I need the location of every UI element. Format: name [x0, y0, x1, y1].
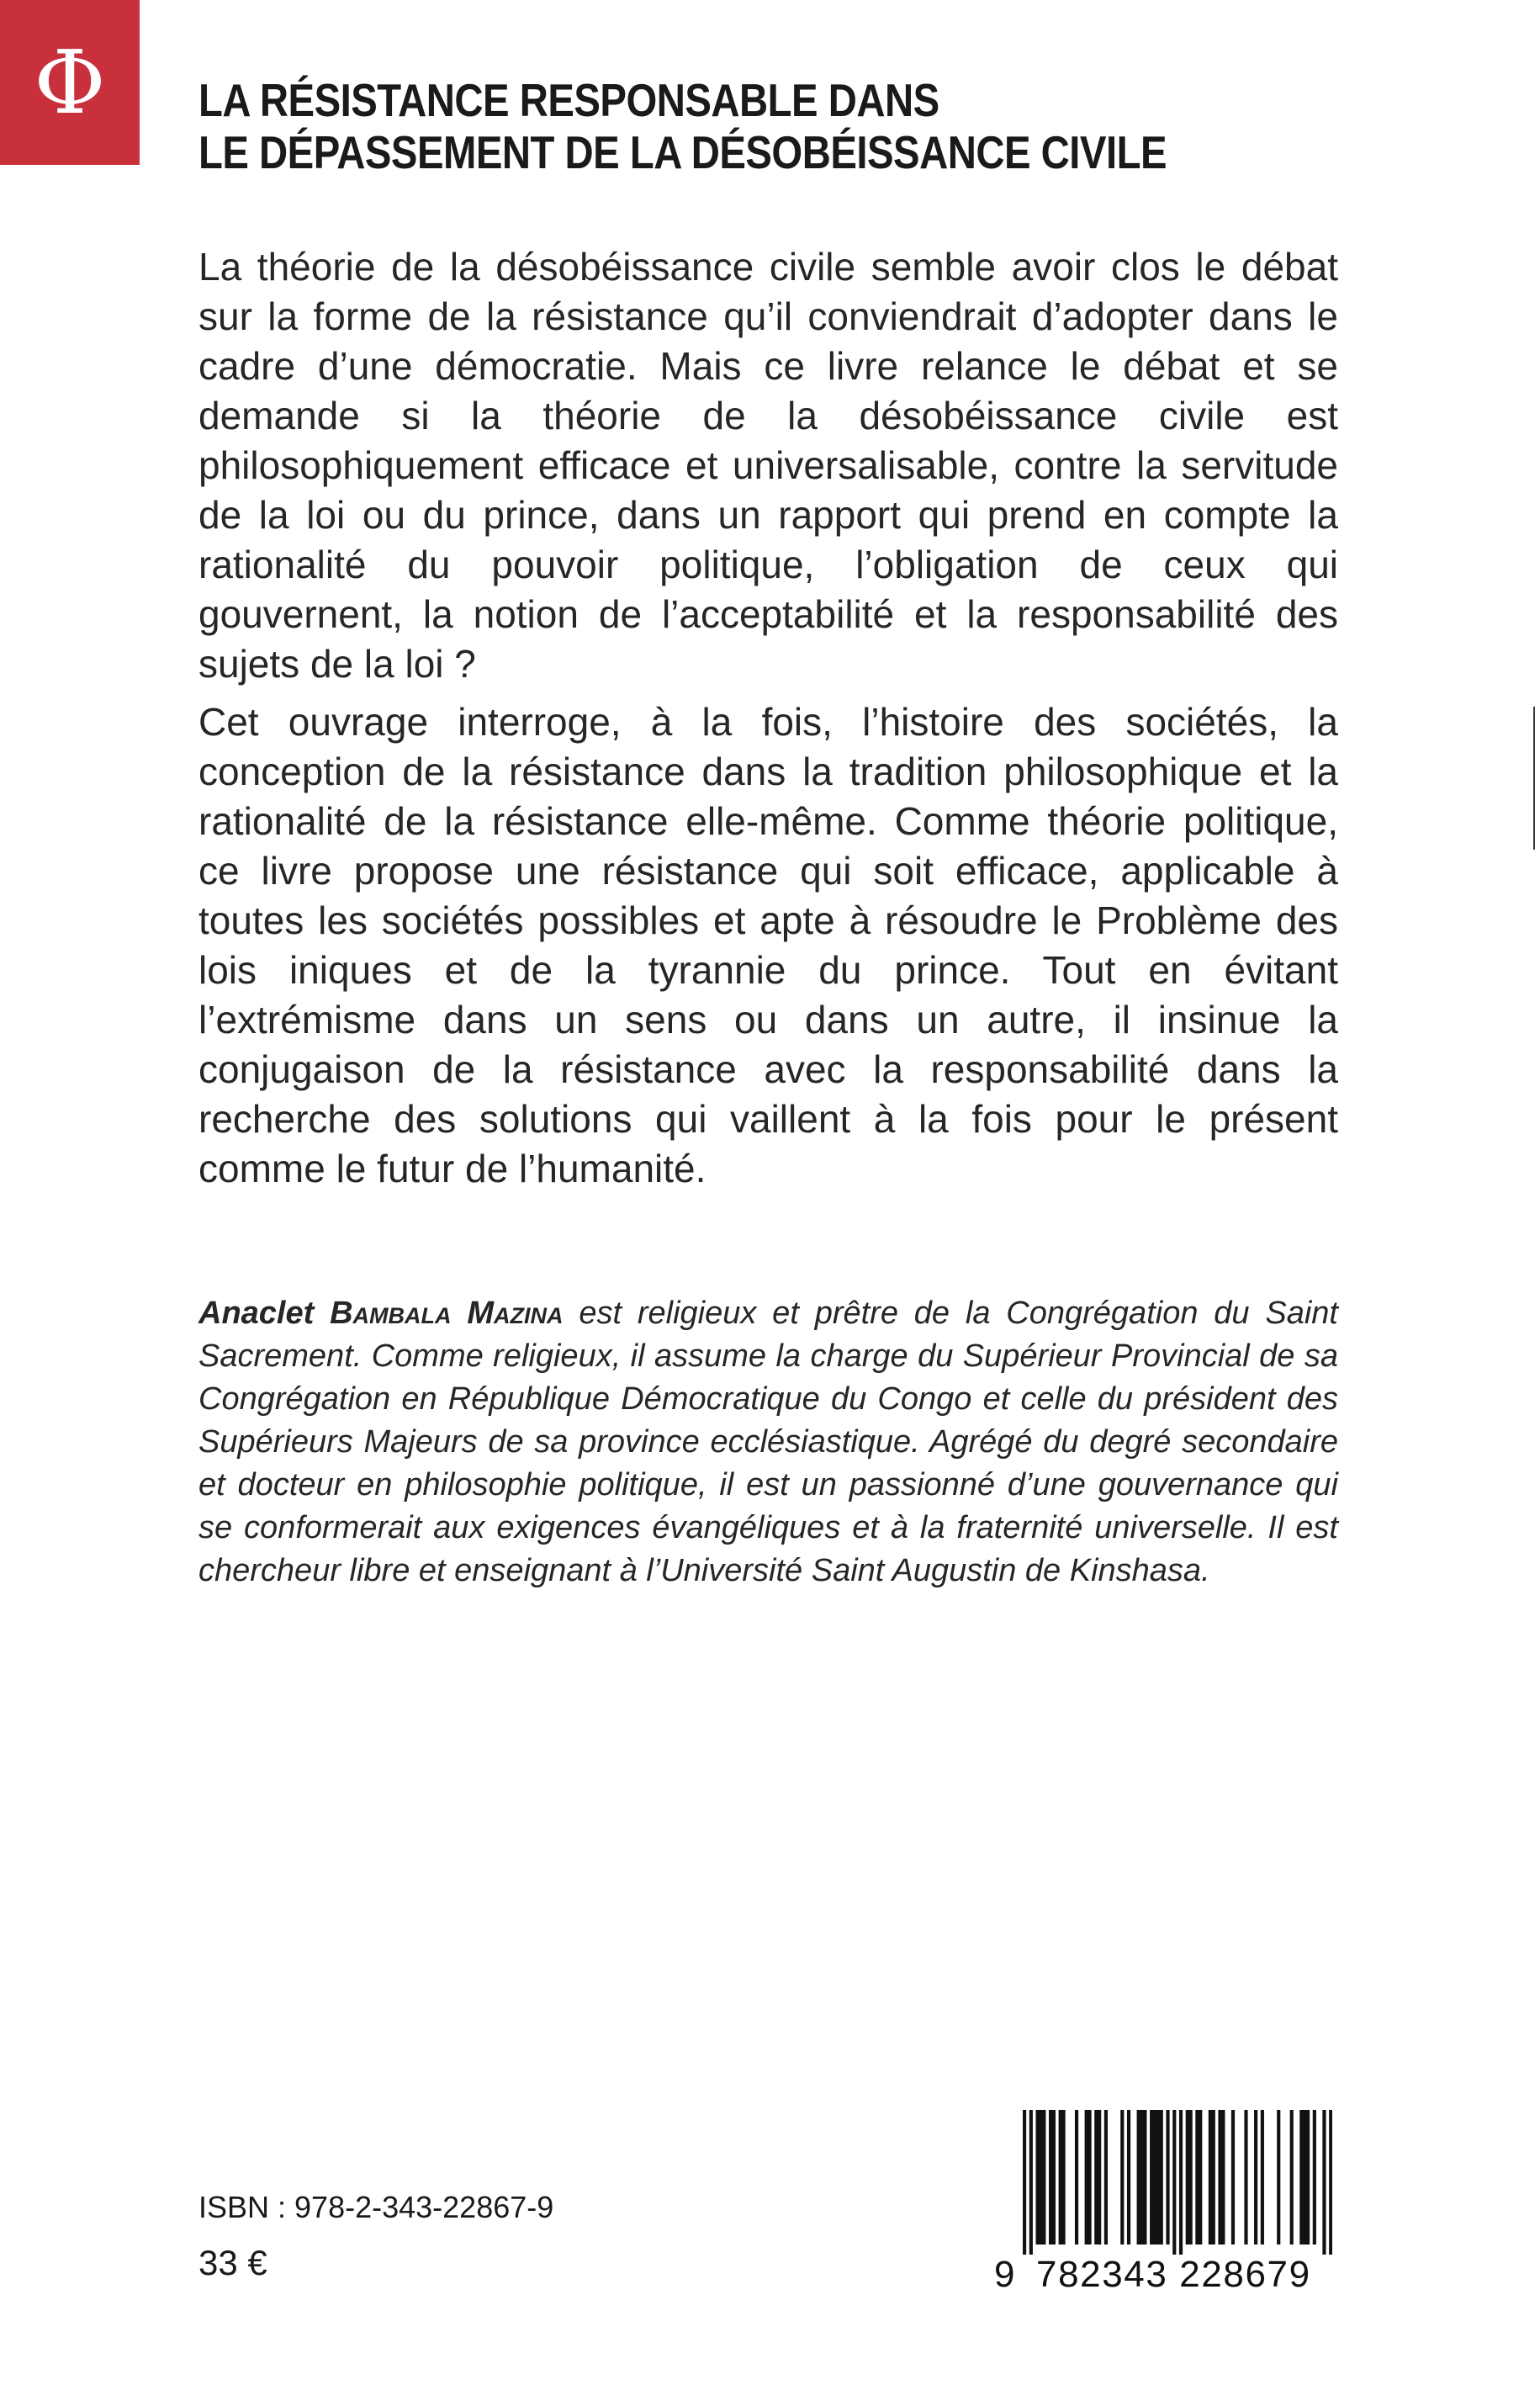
barcode-bar: [1189, 2110, 1193, 2245]
barcode-bar: [1156, 2110, 1160, 2245]
barcode-bar: [1094, 2110, 1098, 2245]
barcode-bar: [1075, 2110, 1078, 2245]
barcode-bar: [1231, 2110, 1235, 2245]
barcode-bar: [1120, 2110, 1124, 2245]
barcode-bar: [1261, 2110, 1264, 2245]
barcode-bar: [1254, 2110, 1257, 2245]
barcode-bar: [1329, 2110, 1332, 2255]
barcode-bar: [1029, 2110, 1033, 2255]
author-bio-text: est religieux et prêtre de la Congrégation du Saint Sacrement. Comme religieux, il assume la charge du Supérieur Provincial de sa Congrégation en République Démocratique du Congo et celle du président des Supérieurs Majeurs de sa province ecclésiastique. Agrégé du degré secondaire et docteur en philosophie politique, il est un passionné d’une gouvernance qui se conformerait aux exigences évangéliques et à la fraternité universelle. Il est chercheur libre et enseignant à l’Université Saint Augustin de Kinshasa.: [198, 1296, 1338, 1588]
barcode-bar: [1061, 2110, 1065, 2245]
barcode-bar: [1209, 2110, 1212, 2245]
barcode-bar: [1322, 2110, 1326, 2255]
barcode-bar: [1150, 2110, 1153, 2245]
barcode-bar: [1172, 2110, 1176, 2255]
barcode-bars-icon: [1023, 2110, 1332, 2255]
barcode-bar: [1160, 2110, 1163, 2245]
barcode-bar: [1221, 2110, 1225, 2245]
barcode-bar: [1143, 2110, 1146, 2245]
barcode-bar: [1277, 2110, 1280, 2245]
author-biography: [198, 1292, 1338, 1593]
phi-logo-icon: Φ: [34, 31, 106, 134]
barcode-bar: [1212, 2110, 1215, 2245]
barcode-bar: [1059, 2110, 1062, 2245]
barcode-bar: [1179, 2110, 1183, 2255]
barcode-bar: [1104, 2110, 1108, 2245]
barcode-bar: [1306, 2110, 1310, 2245]
book-title: [198, 74, 1418, 178]
price-label: 33 €: [198, 2243, 267, 2282]
barcode-digits: 782343 228679: [1036, 2254, 1311, 2295]
barcode-bar: [1137, 2110, 1140, 2245]
barcode-bar: [1127, 2110, 1130, 2245]
barcode-bar: [1098, 2110, 1101, 2245]
barcode-first-digit: 9: [994, 2254, 1015, 2295]
barcode-bar: [1244, 2110, 1247, 2245]
barcode-bar: [1042, 2110, 1045, 2245]
barcode-bar: [1313, 2110, 1316, 2245]
author-first-name: Anaclet: [198, 1296, 315, 1331]
barcode-bar: [1035, 2110, 1039, 2245]
barcode-bar: [1052, 2110, 1056, 2245]
barcode-bar: [1085, 2110, 1088, 2245]
barcode-bar: [1218, 2110, 1221, 2245]
barcode-bar: [1290, 2110, 1294, 2245]
publisher-logo: [0, 0, 140, 165]
book-title-line-1: LA RÉSISTANCE RESPONSABLE DANS: [198, 74, 939, 126]
barcode-bar: [1049, 2110, 1052, 2245]
barcode-bar: [1039, 2110, 1042, 2245]
barcode-bar: [1023, 2110, 1026, 2255]
barcode-bar: [1195, 2110, 1199, 2245]
barcode-bar: [1186, 2110, 1189, 2245]
barcode-bar: [1088, 2110, 1091, 2245]
summary-paragraph-1: La théorie de la désobéissance civile semble avoir clos le débat sur la forme de la résistance qu’il conviendrait d’adopter dans le cadre d’une démocratie. Mais ce livre relance le débat et se demande si la théorie de la désobéissance civile est philosophiquement efficace et universalisable, contre la servitude de la loi ou du prince, dans un rapport qui prend en compte la rationalité du pouvoir politique, l’obligation de ceux qui gouvernent, la notion de l’acceptabilité et la responsabilité des sujets de la loi ?: [198, 245, 1338, 686]
barcode-bar: [1166, 2110, 1169, 2245]
book-title-line-2: LE DÉPASSEMENT DE LA DÉSOBÉISSANCE CIVILE: [198, 126, 1167, 178]
summary-paragraph-2: Cet ouvrage interroge, à la fois, l’histoire des sociétés, la conception de la résistance dans la tradition philosophique et la rationalité de la résistance elle-même. Comme théorie politique, ce livre propose une résistance qui soit efficace, applicable à toutes les sociétés possibles et apte à résoudre le Problème des lois iniques et de la tyrannie du prince. Tout en évitant l’extrémisme dans un sens ou dans un autre, il insinue la conjugaison de la résistance avec la responsabilité dans la recherche des solutions qui vaillent à la fois pour le présent comme le futur de l’humanité.: [198, 700, 1338, 1190]
spine-mark-divider: [1533, 707, 1535, 850]
isbn-label: ISBN : 978-2-343-22867-9: [198, 2190, 554, 2224]
barcode-bar: [1303, 2110, 1306, 2245]
barcode: [989, 2107, 1339, 2297]
author-surname: Bambala Mazina: [330, 1296, 564, 1331]
barcode-bar: [1140, 2110, 1143, 2245]
barcode-bar: [1153, 2110, 1156, 2245]
barcode-bar: [1199, 2110, 1202, 2245]
barcode-bar: [1299, 2110, 1303, 2245]
